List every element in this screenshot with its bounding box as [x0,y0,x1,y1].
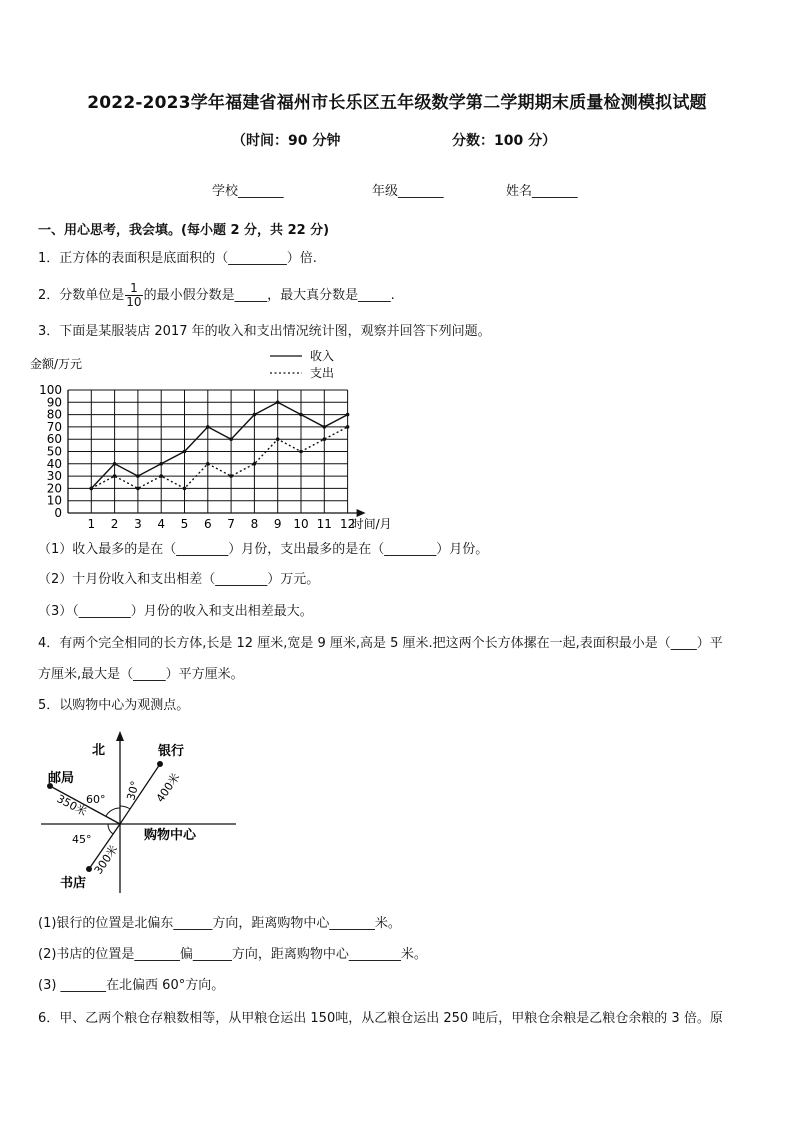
question-3-1: （1）收入最多的是在（________）月份，支出最多的是在（________）月份。 [38,542,489,557]
data-point [346,413,350,417]
line-chart [30,345,420,535]
question-4-line1: 4．有两个完全相同的长方体,长是 12 厘米,宽是 9 厘米,高是 5 厘米.把这两个长方体摞在一起,表面积最小是（____）平 [38,636,723,651]
series-line-expense [91,427,347,489]
x-tick-label: 6 [203,517,212,531]
name-field[interactable]: 姓名_______ [506,184,578,199]
center-label: 购物中心 [144,828,197,843]
north-arrow-icon [116,731,124,741]
y-tick-label: 10 [46,493,62,508]
data-point [113,474,117,478]
data-point [299,450,303,454]
question-5-2: (2)书店的位置是_______偏______方向，距离购物中心________米。 [38,947,427,962]
x-tick-label: 4 [157,517,166,531]
legend-label: 支出 [310,366,335,380]
dist-book-label: 300米 [91,842,121,877]
y-tick-label: 30 [46,469,62,484]
data-point [159,462,163,466]
angle-post-label: 60° [86,793,106,806]
angle-arc-post [106,808,120,816]
question-4-line2: 方厘米,最大是（_____）平方厘米。 [38,667,244,682]
direction-map [38,725,238,895]
data-point [183,450,187,454]
angle-arc-bank [120,806,130,809]
question-5-3: (3) _______在北偏西 60°方向。 [38,978,225,993]
x-tick-label: 5 [180,517,189,531]
question-3: 3．下面是某服装店 2017 年的收入和支出情况统计图，观察并回答下列问题。 [38,324,491,339]
y-tick-label: 100 [39,383,62,397]
x-tick-label: 12 [339,517,356,531]
x-tick-label: 1 [87,517,96,531]
question-2 [38,282,395,309]
data-point [276,401,280,405]
data-point [113,462,117,466]
school-field[interactable]: 学校_______ [212,184,284,199]
y-tick-label: 0 [54,506,62,520]
exam-time: （时间：90 分钟 [232,133,341,149]
fraction-denominator: 10 [126,295,142,309]
series-line-income [91,402,347,488]
dist-bank-label: 400米 [153,770,183,805]
question-6: 6．甲、乙两个粮仓存粮数相等，从甲粮仓运出 150吨，从乙粮仓运出 250 吨后，甲粮仓余粮是乙粮仓余粮的 3 倍。原 [38,1011,723,1026]
data-point [136,487,140,491]
data-point [183,487,187,491]
angle-arc-bookstore [108,824,113,834]
page-title: 2022-2023学年福建省福州市长乐区五年级数学第二学期期末质量检测模拟试题 [87,93,707,113]
question-5-1: (1)银行的位置是北偏东______方向，距离购物中心_______米。 [38,916,401,931]
x-tick-label: 7 [227,517,235,531]
exam-score: 分数：100 分） [452,133,557,149]
legend-label: 收入 [310,349,335,363]
data-point [229,437,233,441]
question-3-3: （3）（________）月份的收入和支出相差最大。 [38,604,313,619]
data-point [323,425,327,429]
data-point [206,462,210,466]
y-tick-label: 80 [46,407,62,422]
angle-bank-label: 30° [124,779,142,802]
data-point [229,474,233,478]
y-tick-label: 90 [46,395,62,410]
question-5: 5．以购物中心为观测点。 [38,698,190,713]
data-point [253,413,257,417]
question-2-prefix: 2．分数单位是 [38,288,125,303]
x-tick-label: 3 [134,517,142,531]
y-tick-label: 70 [46,419,62,434]
bank-label: 银行 [158,744,185,759]
question-1: 1．正方体的表面积是底面积的（_________）倍. [38,251,317,266]
north-label: 北 [92,743,106,758]
data-point [90,487,94,491]
data-point [253,462,257,466]
dist-post-label: 350米 [54,792,89,819]
y-axis-label: 金额/万元 [30,357,83,371]
fraction-numerator: 1 [125,282,142,296]
x-tick-label: 8 [250,517,259,531]
question-3-2: （2）十月份收入和支出相差（________）万元。 [38,572,320,587]
bank-point [157,761,163,767]
grade-field[interactable]: 年级_______ [372,184,444,199]
question-2-suffix: 的最小假分数是_____，最大真分数是_____. [143,288,395,303]
y-tick-label: 50 [46,444,62,459]
x-tick-label: 11 [316,517,332,531]
data-point [206,425,210,429]
data-point [346,425,350,429]
x-tick-label: 2 [110,517,119,531]
section-heading: 一、用心思考，我会填。(每小题 2 分，共 22 分) [38,223,330,238]
data-point [299,413,303,417]
x-axis-arrow-icon [357,509,366,517]
angle-book-label: 45° [72,833,92,846]
data-point [276,437,280,441]
x-axis-label: 时间/月 [351,517,392,531]
data-point [323,437,327,441]
y-tick-label: 40 [46,456,62,471]
x-tick-label: 10 [293,517,309,531]
data-point [159,474,163,478]
x-tick-label: 9 [273,517,282,531]
bookstore-label: 书店 [60,876,87,891]
y-tick-label: 20 [46,481,62,496]
post-label: 邮局 [48,771,75,786]
fraction [125,282,142,309]
y-tick-label: 60 [46,432,62,447]
data-point [136,474,140,478]
